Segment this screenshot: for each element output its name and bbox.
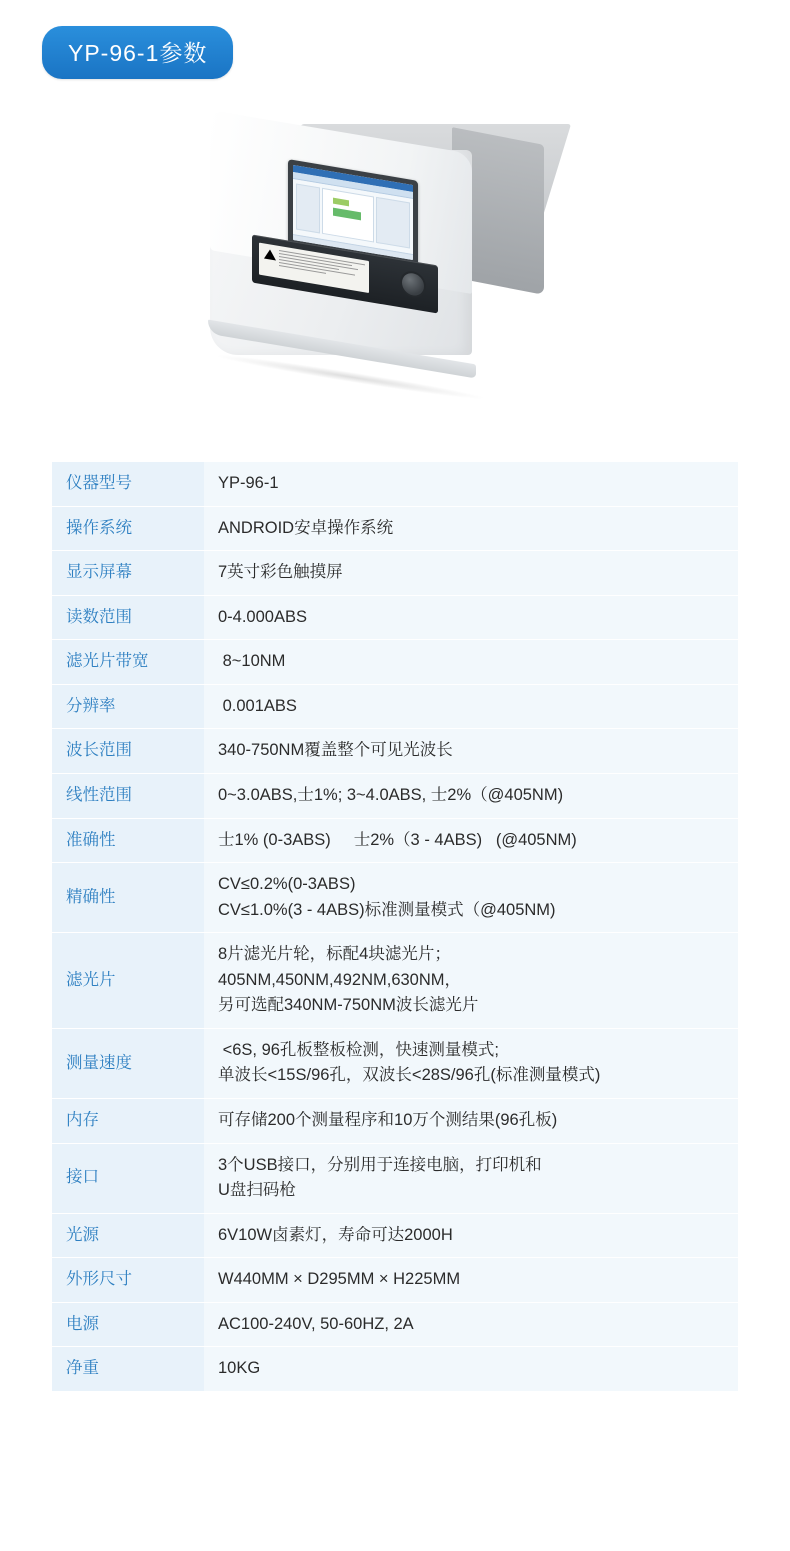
table-row [52, 506, 738, 551]
table-row [52, 729, 738, 774]
specification-table-body [52, 462, 738, 1391]
spec-key: 仪器型号 [52, 462, 204, 506]
table-row [52, 684, 738, 729]
spec-value-line: ANDROID安卓操作系统 [218, 518, 394, 537]
spec-value-line: 7英寸彩色触摸屏 [218, 563, 343, 582]
spec-value [204, 506, 738, 551]
spec-value-line: AC100-240V, 50-60HZ, 2A [218, 1314, 414, 1333]
spec-value [204, 1143, 738, 1213]
spec-key: 光源 [52, 1213, 204, 1258]
table-row [52, 1213, 738, 1258]
spec-value [204, 640, 738, 685]
spec-value [204, 1028, 738, 1098]
spec-key: 精确性 [52, 863, 204, 933]
spec-key: 滤光片 [52, 933, 204, 1029]
table-row [52, 1302, 738, 1347]
spec-value [204, 933, 738, 1029]
spec-key: 净重 [52, 1347, 204, 1391]
spec-key: 接口 [52, 1143, 204, 1213]
spec-value [204, 863, 738, 933]
spec-value-line: 0-4.000ABS [218, 607, 307, 626]
spec-key: 分辨率 [52, 684, 204, 729]
spec-value-line: CV≤0.2%(0-3ABS) [218, 875, 356, 894]
spec-value-line: 3个USB接口，分别用于连接电脑，打印机和 [218, 1155, 542, 1174]
table-row [52, 863, 738, 933]
spec-value-line: 0~3.0ABS,士1%; 3~4.0ABS, 士2%（@405NM) [218, 785, 564, 804]
spec-value-line: 8~10NM [218, 652, 286, 671]
spec-value [204, 595, 738, 640]
spec-value-line: 6V10W卤素灯，寿命可达2000H [218, 1225, 453, 1244]
spec-key: 读数范围 [52, 595, 204, 640]
spec-value-line: W440MM × D295MM × H225MM [218, 1270, 461, 1289]
table-row [52, 640, 738, 685]
table-row [52, 595, 738, 640]
page-title-badge: YP-96-1参数 [42, 26, 233, 79]
spec-key: 滤光片带宽 [52, 640, 204, 685]
spec-value-line: 10KG [218, 1359, 261, 1378]
spec-key: 测量速度 [52, 1028, 204, 1098]
spec-key: 准确性 [52, 818, 204, 863]
spec-value-line: U盘扫码枪 [218, 1181, 296, 1200]
table-row [52, 933, 738, 1029]
spec-value-line: CV≤1.0%(3 - 4ABS)标准测量模式（@405NM) [218, 900, 556, 919]
spec-key: 电源 [52, 1302, 204, 1347]
spec-key: 外形尺寸 [52, 1258, 204, 1303]
spec-key: 线性范围 [52, 773, 204, 818]
spec-value [204, 1099, 738, 1144]
spec-value [204, 462, 738, 506]
spec-value [204, 818, 738, 863]
spec-value-line: 可存储200个测量程序和10万个测结果(96孔板) [218, 1111, 558, 1129]
spec-key: 波长范围 [52, 729, 204, 774]
spec-value-line: YP-96-1 [218, 474, 279, 492]
spec-value [204, 729, 738, 774]
specification-table [52, 462, 738, 1391]
table-row [52, 1143, 738, 1213]
product-image [0, 95, 790, 450]
table-row [52, 1099, 738, 1144]
table-row [52, 818, 738, 863]
table-row [52, 1258, 738, 1303]
warning-triangle-icon [264, 248, 276, 260]
spec-value-line: 士1% (0-3ABS) 士2%（3 - 4ABS) (@405NM) [218, 830, 577, 849]
spec-key: 内存 [52, 1099, 204, 1144]
table-row [52, 1028, 738, 1098]
spec-value [204, 773, 738, 818]
microplate-reader-illustration [200, 110, 590, 400]
table-row [52, 551, 738, 596]
spec-value [204, 551, 738, 596]
spec-value-line: 另可选配340NM-750NM波长滤光片 [218, 996, 479, 1015]
spec-key: 显示屏幕 [52, 551, 204, 596]
spec-value-line: 0.001ABS [218, 696, 297, 715]
spec-value-line: 单波长<15S/96孔，双波长<28S/96孔(标准测量模式) [218, 1066, 601, 1085]
spec-value-line: 340-750NM覆盖整个可见光波长 [218, 741, 453, 760]
spec-value [204, 1258, 738, 1303]
screen-left-panel [296, 183, 320, 233]
spec-value-line: 405NM,450NM,492NM,630NM， [218, 970, 462, 989]
spec-value [204, 1302, 738, 1347]
spec-value [204, 684, 738, 729]
spec-value [204, 1347, 738, 1391]
spec-value-line: 8片滤光片轮，标配4块滤光片； [218, 945, 451, 964]
notice-text-lines [279, 250, 365, 289]
drawer-knob [402, 272, 424, 298]
table-row [52, 1347, 738, 1391]
table-row [52, 462, 738, 506]
spec-value [204, 1213, 738, 1258]
spec-key: 操作系统 [52, 506, 204, 551]
screen-right-panel [376, 197, 410, 249]
spec-value-line: <6S, 96孔板整板检测，快速测量模式; [218, 1040, 500, 1059]
table-row [52, 773, 738, 818]
